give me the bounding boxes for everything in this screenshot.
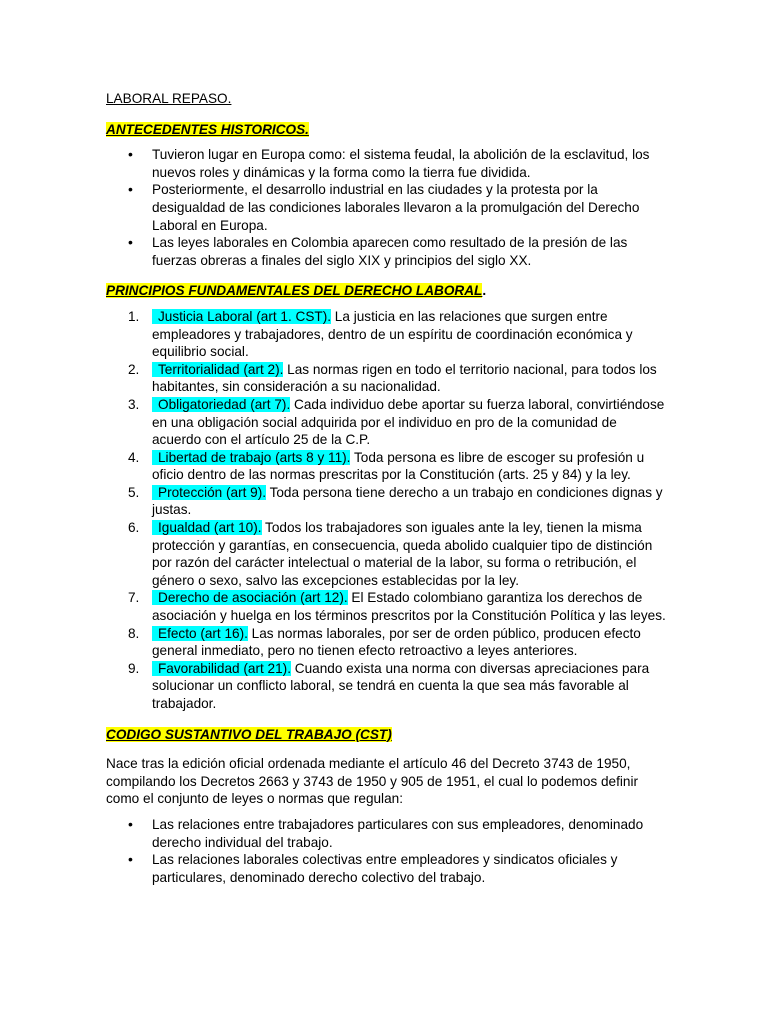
item-number: 9. <box>128 660 140 676</box>
highlighted-term: Obligatoriedad (art 7). <box>152 397 290 412</box>
bullet-list-antecedentes <box>106 146 666 269</box>
item-text: Toda persona es libre de escoger su profesión u oficio dentro de las normas prescritas por la Constitución (arts. 25 y 84) y la ley. <box>152 449 645 483</box>
document-title: LABORAL REPASO. <box>106 91 232 106</box>
list-item <box>128 519 666 589</box>
item-text: Las normas laborales, por ser de orden público, producen efecto general inmediato, pero no tienen efecto retroactivo a leyes anteriores. <box>152 625 641 659</box>
list-item: • Las leyes laborales en Colombia aparecen como resultado de la presión de las fuerzas obreras a finales del siglo XIX y principios del siglo XX. <box>152 234 666 269</box>
item-text: El Estado colombiano garantiza los derechos de asociación y huelga en los términos prescritos por la Constitución Política y las leyes. <box>152 590 666 624</box>
list-item <box>128 625 666 660</box>
highlighted-term: Derecho de asociación (art 12). <box>152 590 348 605</box>
item-number: 6. <box>128 520 140 536</box>
item-number: 1. <box>128 308 140 324</box>
highlighted-term: Protección (art 9). <box>152 485 266 500</box>
numbered-list-principios <box>106 308 666 713</box>
item-text: La justicia en las relaciones que surgen entre empleadores y trabajadores, dentro de un espíritu de coordinación económica y equilibrio social. <box>152 308 633 360</box>
list-item <box>128 396 666 449</box>
highlighted-term: Favorabilidad (art 21). <box>152 661 291 676</box>
item-number: 5. <box>128 484 140 500</box>
list-item: • Posteriormente, el desarrollo industrial en las ciudades y la protesta por la desigualdad de las condiciones laborales llevaron a la promulgación del Derecho Laboral en Europa. <box>152 181 666 234</box>
item-number: 4. <box>128 449 140 465</box>
highlighted-term: Justicia Laboral (art 1. CST). <box>152 309 331 324</box>
list-item <box>128 449 666 484</box>
highlighted-term: Territorialidad (art 2). <box>152 362 283 377</box>
item-text: Cada individuo debe aportar su fuerza laboral, convirtiéndose en una obligación social adquirida por el individuo en pro de la comunidad de acuerdo con el artículo 25 de la C.P. <box>152 396 665 448</box>
item-text: Las normas rigen en todo el territorio nacional, para todos los habitantes, sin consideración a su nacionalidad. <box>152 361 657 395</box>
heading-text: ANTECEDENTES HISTORICOS. <box>106 121 309 137</box>
list-item <box>128 308 666 361</box>
item-text: Toda persona tiene derecho a un trabajo en condiciones dignas y justas. <box>152 484 663 518</box>
document-page <box>106 90 666 886</box>
item-number: 8. <box>128 625 140 641</box>
highlighted-term: Igualdad (art 10). <box>152 520 262 535</box>
list-item <box>128 660 666 713</box>
section-heading-cst <box>106 726 666 744</box>
bullet-list-cst <box>106 816 666 886</box>
section-heading-principios <box>106 282 666 300</box>
item-number: 2. <box>128 361 140 377</box>
heading-period: . <box>482 283 487 299</box>
item-text: Todos los trabajadores son iguales ante la ley, tienen la misma protección y garantías, en consecuencia, queda abolido cualquier tipo de distinción por razón del carácter intelectual o material de la labor, su forma o retribución, el género o sexo, salvo las excepciones establecidas por la ley. <box>152 520 653 588</box>
heading-text: CODIGO SUSTANTIVO DEL TRABAJO (CST) <box>106 726 392 742</box>
highlighted-term: Libertad de trabajo (arts 8 y 11). <box>152 450 350 465</box>
list-item: • Tuvieron lugar en Europa como: el sistema feudal, la abolición de la esclavitud, los nuevos roles y dinámicas y la forma como la tierra fue dividida. <box>152 146 666 181</box>
paragraph-cst: Nace tras la edición oficial ordenada mediante el artículo 46 del Decreto 3743 de 1950, compilando los Decretos 2663 y 3743 de 1950 y 905 de 1951, el cual lo podemos definir como el conjunto de leyes o normas que regulan: <box>106 756 639 807</box>
list-item <box>128 361 666 396</box>
item-number: 7. <box>128 590 140 606</box>
heading-text: PRINCIPIOS FUNDAMENTALES DEL DERECHO LABORAL <box>106 283 483 299</box>
list-item: • Las relaciones laborales colectivas entre empleadores y sindicatos oficiales y particulares, denominado derecho colectivo del trabajo. <box>152 851 666 886</box>
list-item: • Las relaciones entre trabajadores particulares con sus empleadores, denominado derecho individual del trabajo. <box>152 816 666 851</box>
item-text: Cuando exista una norma con diversas apreciaciones para solucionar un conflicto laboral, se tendrá en cuenta la que sea más favorable al trabajador. <box>152 660 650 711</box>
highlighted-term: Efecto (art 16). <box>152 626 248 641</box>
item-number: 3. <box>128 396 140 412</box>
list-item <box>128 589 666 624</box>
list-item <box>128 484 666 519</box>
section-heading-antecedentes <box>106 121 666 139</box>
